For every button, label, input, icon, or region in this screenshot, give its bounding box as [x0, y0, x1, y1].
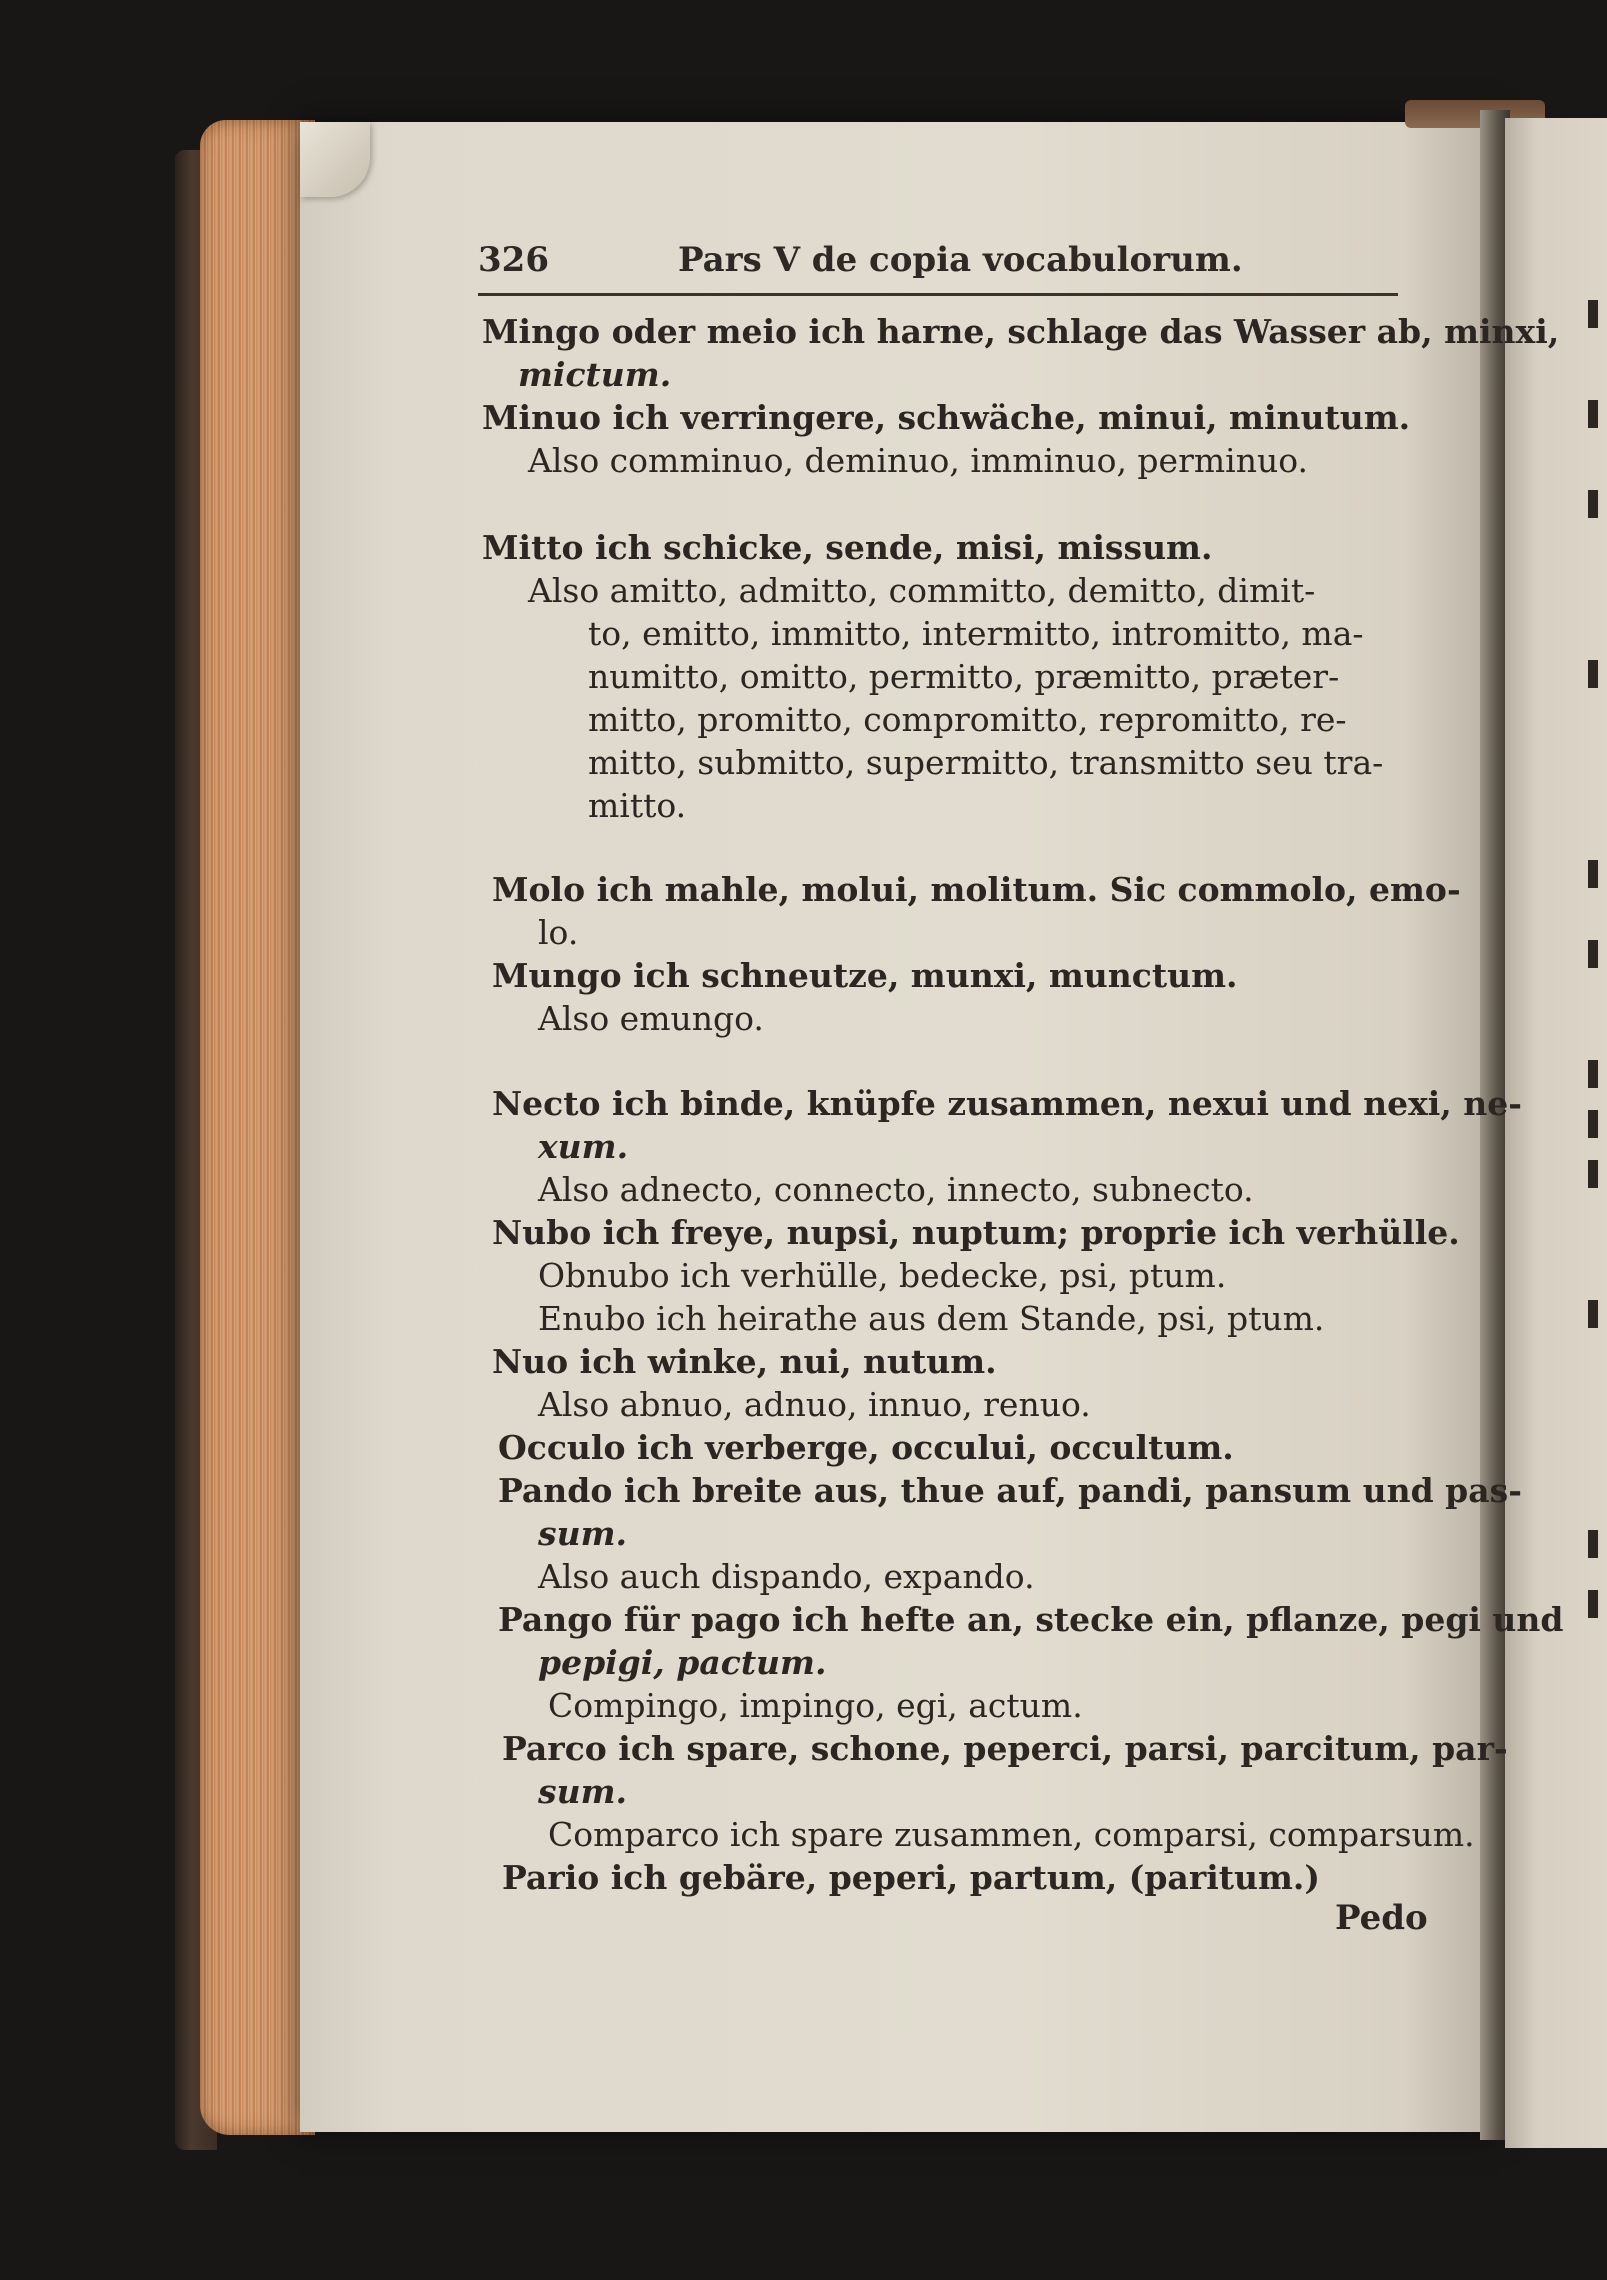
entry-line: Comparco ich spare zusammen, comparsi, comparsum. — [548, 1815, 1475, 1854]
entry-line: Nuo ich winke, nui, nutum. — [492, 1342, 997, 1381]
right-page-text-fragments — [1588, 300, 1607, 1700]
entry-line: pepigi, pactum. — [538, 1643, 827, 1682]
entry-line: Also amitto, admitto, committo, demitto, dimit- — [528, 571, 1316, 610]
entry-line: Also comminuo, deminuo, imminuo, perminuo. — [528, 441, 1308, 480]
entry-line: Mitto ich schicke, sende, misi, missum. — [482, 528, 1213, 567]
entry-line: Pando ich breite aus, thue auf, pandi, pansum und pas- — [498, 1471, 1522, 1510]
entry-line: Compingo, impingo, egi, actum. — [548, 1686, 1083, 1725]
entry-line: Mingo oder meio ich harne, schlage das Wasser ab, minxi, — [482, 312, 1560, 351]
entry-line: Nubo ich freye, nupsi, nuptum; proprie ich verhülle. — [492, 1213, 1460, 1252]
entry-line: mitto. — [588, 786, 687, 825]
entry-line: Minuo ich verringere, schwäche, minui, minutum. — [482, 398, 1411, 437]
page-header — [478, 240, 1398, 290]
entry-line: mitto, submitto, supermitto, transmitto seu tra- — [588, 743, 1384, 782]
entry-line: to, emitto, immitto, intermitto, intromitto, ma- — [588, 614, 1364, 653]
entry-line: Also emungo. — [538, 999, 764, 1038]
entry-line: Also auch dispando, expando. — [538, 1557, 1035, 1596]
page-edges — [200, 120, 315, 2135]
entry-line: Enubo ich heirathe aus dem Stande, psi, ptum. — [538, 1299, 1325, 1338]
entry-line: Molo ich mahle, molui, molitum. Sic commolo, emo- — [492, 870, 1461, 909]
entry-line: Pario ich gebäre, peperi, partum, (paritum.) — [502, 1858, 1320, 1897]
entry-line: sum. — [538, 1772, 627, 1811]
entry-line: mitto, promitto, compromitto, repromitto, re- — [588, 700, 1347, 739]
entry-line: Also abnuo, adnuo, innuo, renuo. — [538, 1385, 1091, 1424]
entry-line: xum. — [538, 1127, 629, 1166]
running-title: Pars V de copia vocabulorum. — [678, 240, 1243, 280]
entry-line: Mungo ich schneutze, munxi, munctum. — [492, 956, 1238, 995]
entry-line: Parco ich spare, schone, peperci, parsi, parcitum, par- — [502, 1729, 1508, 1768]
entry-line: numitto, omitto, permitto, præmitto, præter- — [588, 657, 1340, 696]
entry-line: sum. — [538, 1514, 627, 1553]
header-rule — [478, 293, 1398, 296]
catchword: Pedo — [1335, 1898, 1428, 1938]
entry-line: Necto ich binde, knüpfe zusammen, nexui und nexi, ne- — [492, 1084, 1522, 1123]
entry-line: Also adnecto, connecto, innecto, subnecto. — [538, 1170, 1254, 1209]
page-number: 326 — [478, 240, 549, 280]
entry-line: Occulo ich verberge, occului, occultum. — [498, 1428, 1234, 1467]
entry-line: Pango für pago ich hefte an, stecke ein, pflanze, pegi und — [498, 1600, 1564, 1639]
entry-line: mictum. — [518, 355, 672, 394]
entry-line: Obnubo ich verhülle, bedecke, psi, ptum. — [538, 1256, 1227, 1295]
entry-line: lo. — [538, 913, 579, 952]
